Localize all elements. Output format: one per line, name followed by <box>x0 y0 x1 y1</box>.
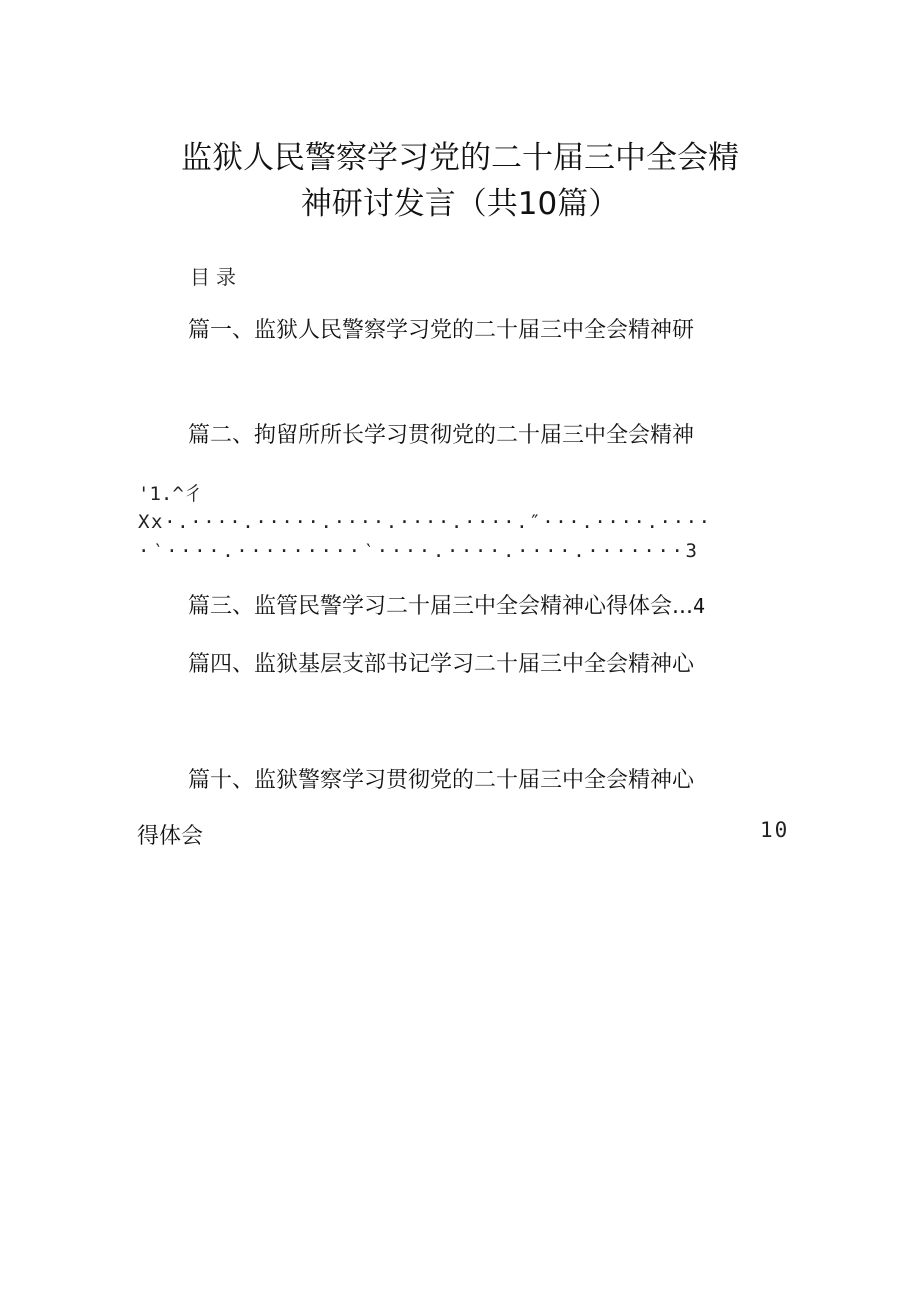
toc-heading: 目录 <box>190 265 242 289</box>
toc-entry-1[interactable]: 篇一、监狱人民警察学习党的二十届三中全会精神研 <box>188 318 695 343</box>
document-title-line-2: 神研讨发言（共10篇） <box>300 186 620 222</box>
toc-entry-4[interactable]: 篇四、监狱基层支部书记学习二十届三中全会精神心 <box>188 652 695 677</box>
toc-entry-10-continuation: 得体会 <box>137 824 204 849</box>
garbled-text-line-1: '1.^彳 <box>138 483 203 505</box>
toc-entry-10[interactable]: 篇十、监狱警察学习贯彻党的二十届三中全会精神心 <box>188 768 695 793</box>
toc-entry-3-page: 4 <box>692 594 706 618</box>
garbled-text-line-2: Xx·.····.·····.····.····.····.″···.····.···· <box>138 511 712 533</box>
toc-entry-10-page: 10 <box>760 818 790 842</box>
toc-entry-2[interactable]: 篇二、拘留所所长学习贯彻党的二十届三中全会精神 <box>188 423 695 448</box>
toc-entry-3[interactable] <box>188 591 705 622</box>
garbled-text-line-3: ·‵····.·········‵····.····.····.·······3 <box>138 540 700 562</box>
document-title-line-1: 监狱人民警察学习党的二十届三中全会精 <box>181 140 739 176</box>
toc-entry-3-text: 篇三、监管民警学习二十届三中全会精神心得体会... <box>188 594 693 619</box>
